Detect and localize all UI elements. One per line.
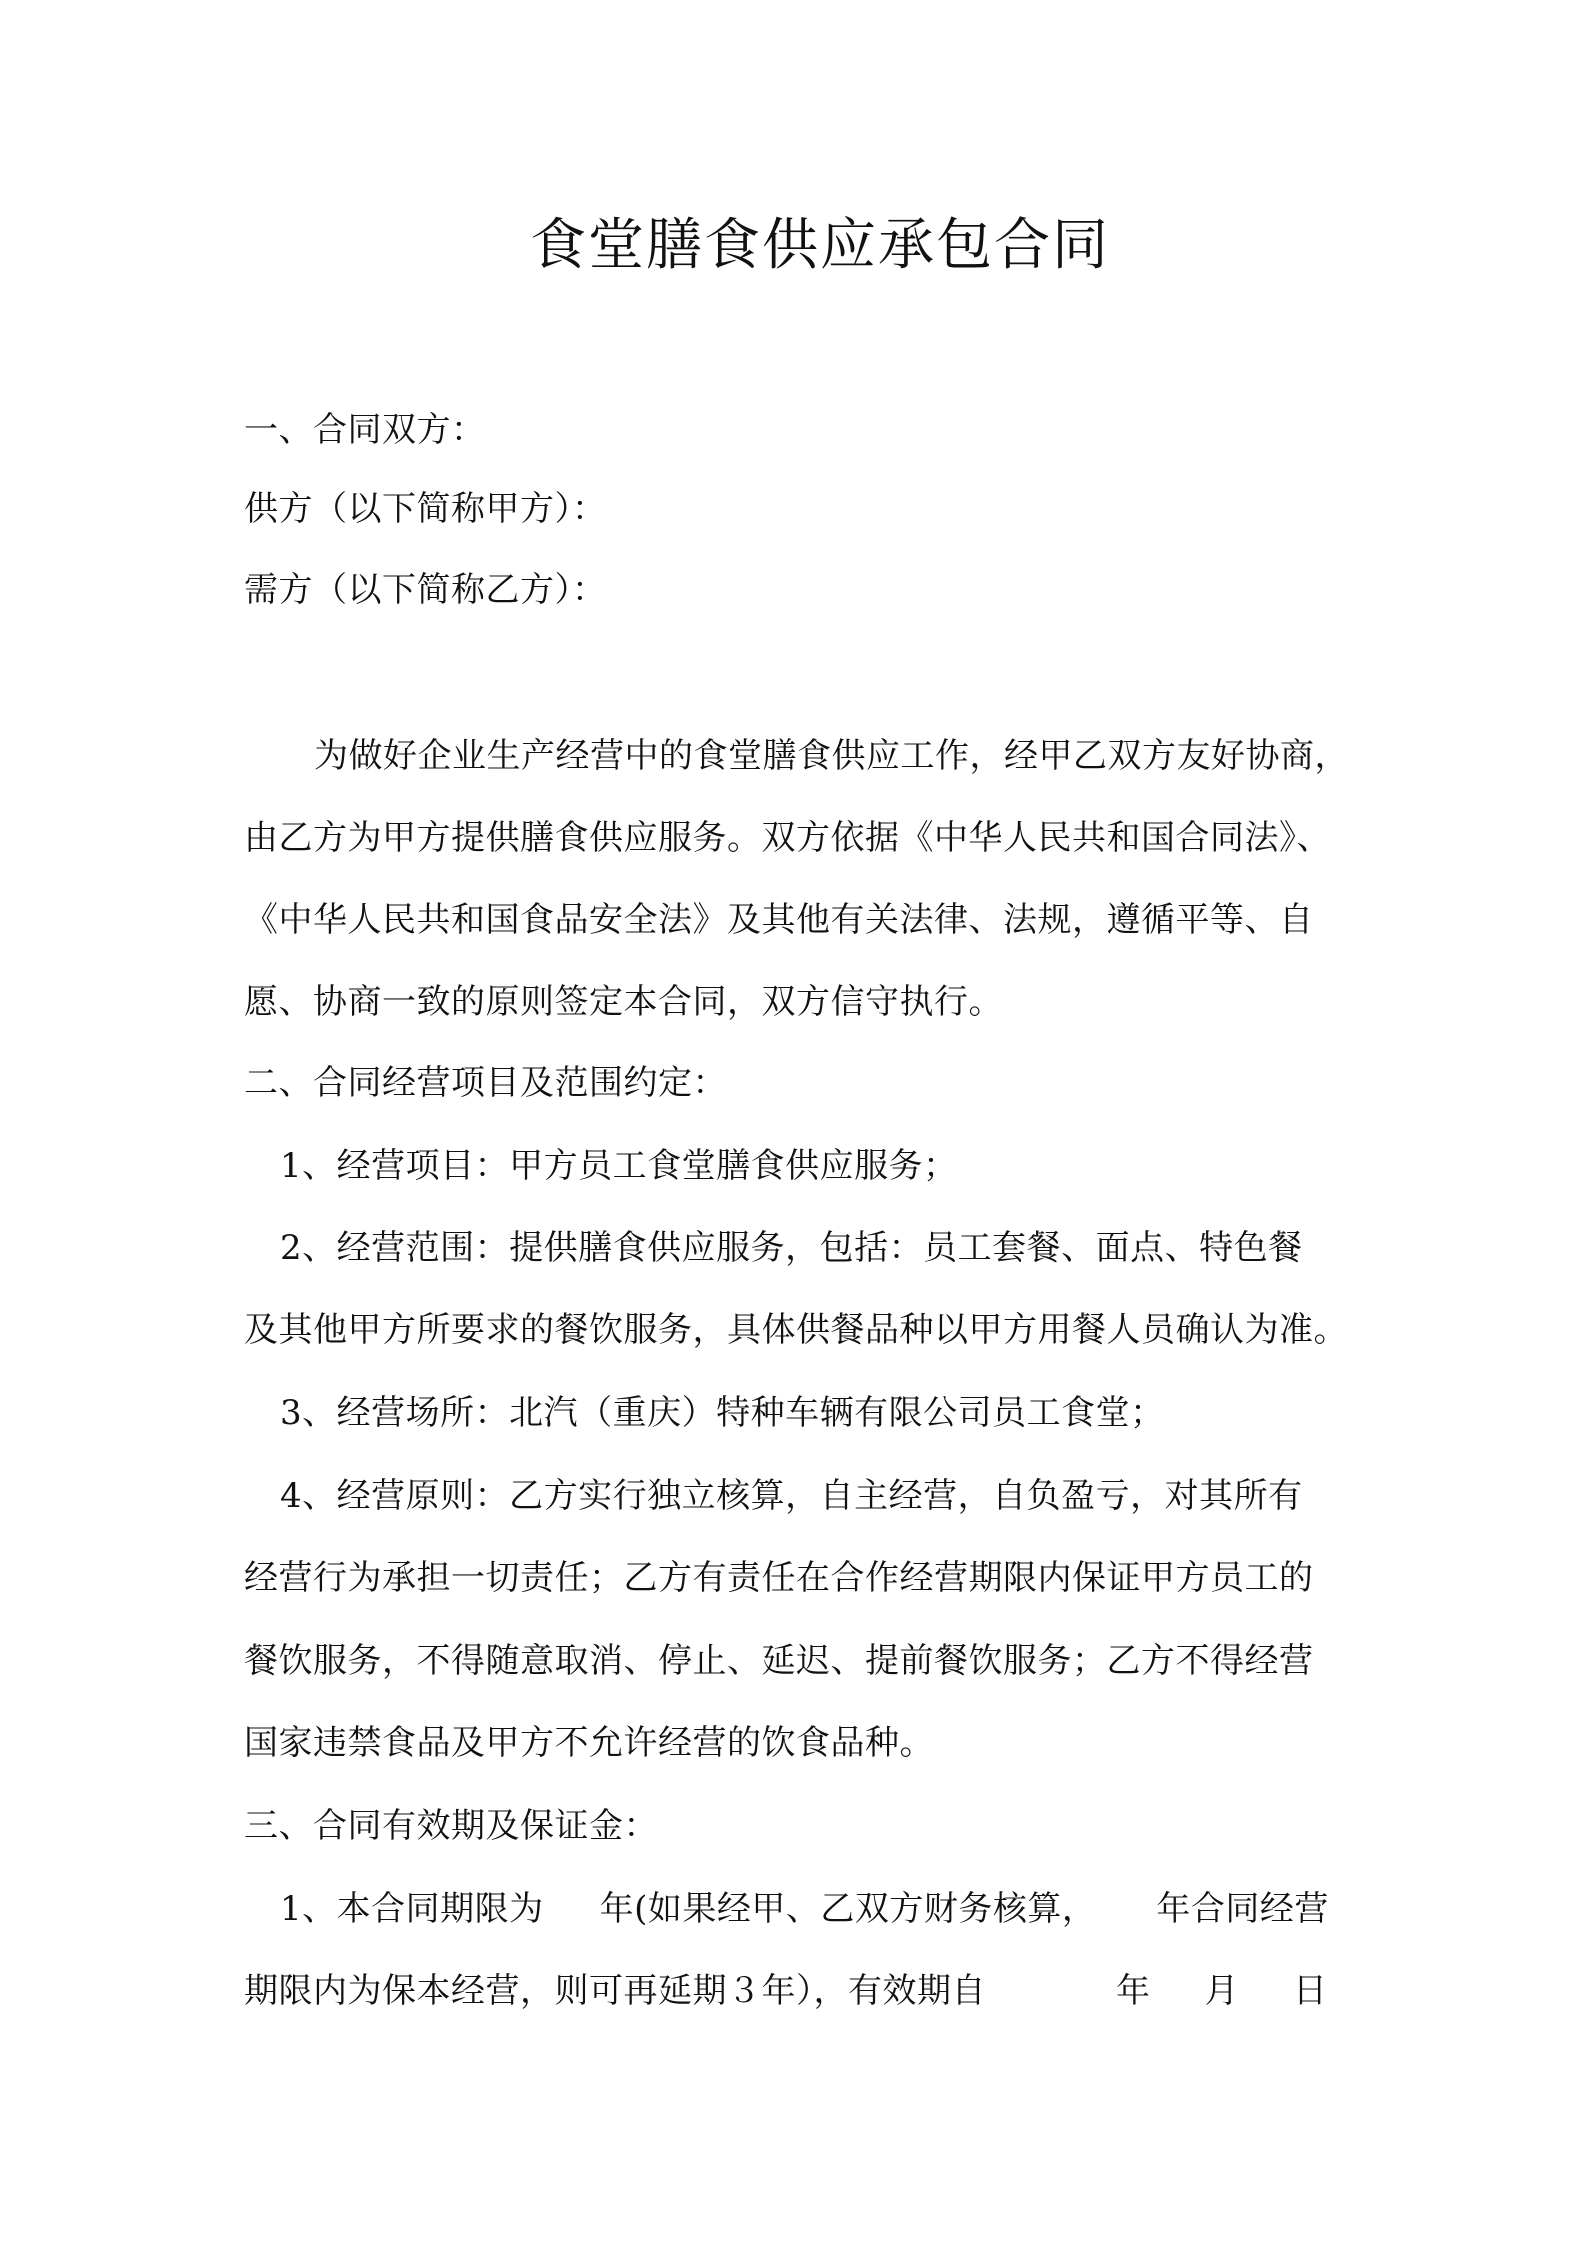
preamble-line-1: 为做好企业生产经营中的食堂膳食供应工作，经甲乙双方友好协商，	[314, 736, 1349, 776]
start-year-label: 年	[1116, 1971, 1151, 2011]
term-label: 1、本合同期限为	[280, 1889, 544, 1929]
term-extension-text: 期限内为保本经营，则可再延期３年），有效期自	[244, 1971, 986, 2011]
section2-item-4-line-4: 国家违禁食品及甲方不允许经营的饮食品种。	[244, 1723, 934, 1763]
term-contract-text: 年合同经营	[1156, 1889, 1329, 1929]
section2-item-2-line-1: 2、经营范围：提供膳食供应服务，包括：员工套餐、面点、特色餐	[280, 1228, 1303, 1268]
party-b-line: 需方（以下简称乙方）：	[244, 570, 607, 610]
section2-item-3: 3、经营场所：北汽（重庆）特种车辆有限公司员工食堂；	[280, 1393, 1165, 1433]
section3-heading: 三、合同有效期及保证金：	[244, 1806, 658, 1846]
start-month-label: 月	[1204, 1971, 1239, 2011]
term-condition: 年(如果经甲、乙双方财务核算，	[599, 1889, 1097, 1929]
section1-heading: 一、合同双方：	[244, 410, 486, 450]
section2-heading: 二、合同经营项目及范围约定：	[244, 1063, 727, 1103]
preamble-line-2: 由乙方为甲方提供膳食供应服务。双方依据《中华人民共和国合同法》、	[244, 818, 1331, 858]
section3-item-1-line-2	[244, 1966, 1328, 2016]
section2-item-4-line-2: 经营行为承担一切责任；乙方有责任在合作经营期限内保证甲方员工的	[244, 1558, 1314, 1598]
section2-item-1: 1、经营项目：甲方员工食堂膳食供应服务；	[280, 1146, 958, 1186]
party-a-line: 供方（以下简称甲方）：	[244, 489, 607, 529]
preamble-line-4: 愿、协商一致的原则签定本合同，双方信守执行。	[244, 982, 1003, 1022]
document-title: 食堂膳食供应承包合同	[530, 213, 1110, 278]
section2-item-4-line-1: 4、经营原则：乙方实行独立核算，自主经营，自负盈亏，对其所有	[280, 1476, 1303, 1516]
section2-item-4-line-3: 餐饮服务，不得随意取消、停止、延迟、提前餐饮服务；乙方不得经营	[244, 1641, 1314, 1681]
preamble-line-3: 《中华人民共和国食品安全法》及其他有关法律、法规，遵循平等、自	[244, 900, 1314, 940]
section3-item-1-line-1	[280, 1884, 1329, 1934]
section2-item-2-line-2: 及其他甲方所要求的餐饮服务，具体供餐品种以甲方用餐人员确认为准。	[244, 1310, 1348, 1350]
start-day-label: 日	[1293, 1971, 1328, 2011]
